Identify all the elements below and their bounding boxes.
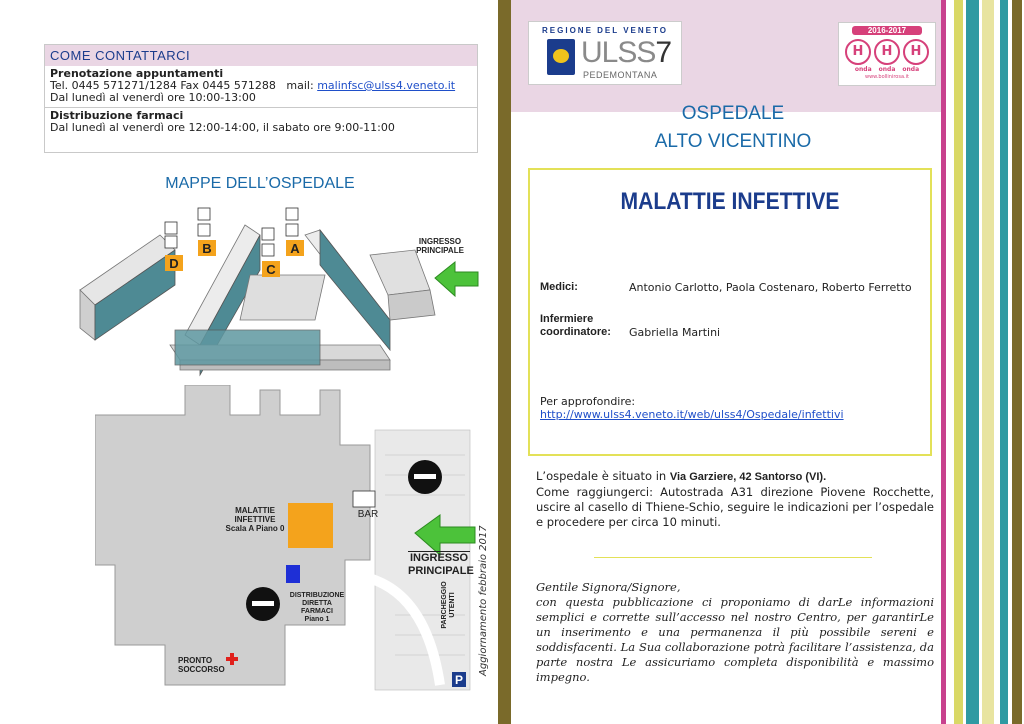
bar-label: BAR: [357, 509, 379, 520]
booking-mail-link[interactable]: malinfsc@ulss4.veneto.it: [317, 79, 456, 92]
pharmacy-area: [286, 565, 300, 583]
svg-text:B: B: [202, 241, 212, 256]
greeting-block: [536, 580, 934, 685]
location-block: [536, 469, 934, 530]
pharmacy-map-label: DISTRIBUZIONE DIRETTA FARMACI Piano 1: [289, 592, 345, 623]
more-info-link[interactable]: http://www.ulss4.veneto.it/web/ulss4/Ospedale/infettivi: [540, 408, 844, 421]
booking-section: [45, 66, 477, 104]
bar-icon: [353, 491, 375, 507]
badge-h-icon-3: H: [903, 39, 929, 65]
malattie-infettive-area: [288, 503, 333, 548]
location-directions: Come raggiungerci: Autostrada A31 direzione Piovene Rocchette, uscire al casello di Thiene-Schio, seguire le indicazioni per l’ospedale e procedere per circa 10 minuti.: [536, 485, 934, 529]
contact-title: COME CONTATTARCI: [45, 45, 477, 66]
badge-h-icon-1: H: [845, 39, 871, 65]
booking-hours: Dal lunedì al venerdì ore 10:00-13:00: [50, 91, 256, 104]
ulss-logo: REGIONE DEL VENETO ULSS7 PEDEMONTANA: [528, 21, 682, 85]
pharmacy-hours: Dal lunedì al venerdì ore 12:00-14:00, il sabato ore 9:00-11:00: [50, 121, 395, 134]
maps-title: MAPPE DELL’OSPEDALE: [165, 175, 355, 192]
svg-text:C: C: [266, 262, 276, 277]
pharmacy-section: [45, 108, 477, 134]
building-letter-b: [198, 240, 216, 256]
divider-line: [594, 557, 872, 558]
booking-phone: Tel. 0445 571271/1284 Fax 0445 571288: [50, 79, 276, 92]
pronto-soccorso-label: PRONTO SOCCORSO: [178, 656, 225, 674]
entrance-top-label: INGRESSO PRINCIPALE: [416, 237, 464, 255]
svg-text:A: A: [290, 241, 300, 256]
svg-text:D: D: [169, 256, 179, 271]
greeting-body: con questa pubblicazione ci proponiamo di darLe informazioni semplici e corrette sull’accesso nel nostro Centro, per garantirLe un inserimento e una permanenza il più possibile sereni e soddisfacenti. La Sua collaborazione potrà facilitare l’assistenza, da parte nostra Le assicuriamo completa disponibilità e massimo impegno.: [536, 595, 934, 684]
lion-emblem-icon: [547, 39, 575, 75]
parking-label: PARCHEGGIO UTENTI: [441, 581, 456, 629]
update-note: Aggiornamento febbraio 2017: [478, 525, 489, 676]
floor-plan-map: [95, 385, 480, 695]
malattie-map-label: MALATTIE INFETTIVE Scala A Piano 0: [225, 506, 285, 533]
building-letter-d: [165, 255, 183, 271]
nurse-value: Gabriella Martini: [629, 326, 721, 339]
department-title: MALATTIE INFETTIVE: [620, 188, 840, 215]
more-info-label: Per approfondire:: [540, 395, 636, 408]
entrance-bottom-label: INGRESSO PRINCIPALE: [408, 552, 474, 577]
svg-text:P: P: [454, 673, 464, 687]
building-letter-a: [286, 240, 304, 256]
doctors-value: Antonio Carlotto, Paola Costenaro, Roberto Ferretto: [629, 281, 912, 294]
contact-box: [44, 44, 478, 153]
booking-mail-label: mail:: [286, 79, 314, 92]
entrance-arrow-icon: [435, 262, 478, 296]
hospital-name: OSPEDALE ALTO VICENTINO: [654, 103, 812, 152]
location-intro: L’ospedale è situato in: [536, 469, 667, 483]
building-letter-c: [262, 261, 280, 277]
elevator-icons: [165, 208, 298, 256]
doctors-label: Medici:: [540, 281, 578, 293]
pharmacy-title: Distribuzione farmaci: [50, 109, 184, 122]
location-address: Via Garziere, 42 Santorso (VI).: [669, 471, 827, 483]
greeting-salutation: Gentile Signora/Signore,: [536, 580, 681, 594]
building-3d-map: [70, 200, 480, 400]
badge-h-icon-2: H: [874, 39, 900, 65]
bollini-rosa-badge: 2016-2017 H H H onda onda onda www.bollinirosa.it: [838, 22, 936, 86]
nurse-label: Infermiere coordinatore:: [540, 313, 611, 338]
booking-title: Prenotazione appuntamenti: [50, 67, 224, 80]
